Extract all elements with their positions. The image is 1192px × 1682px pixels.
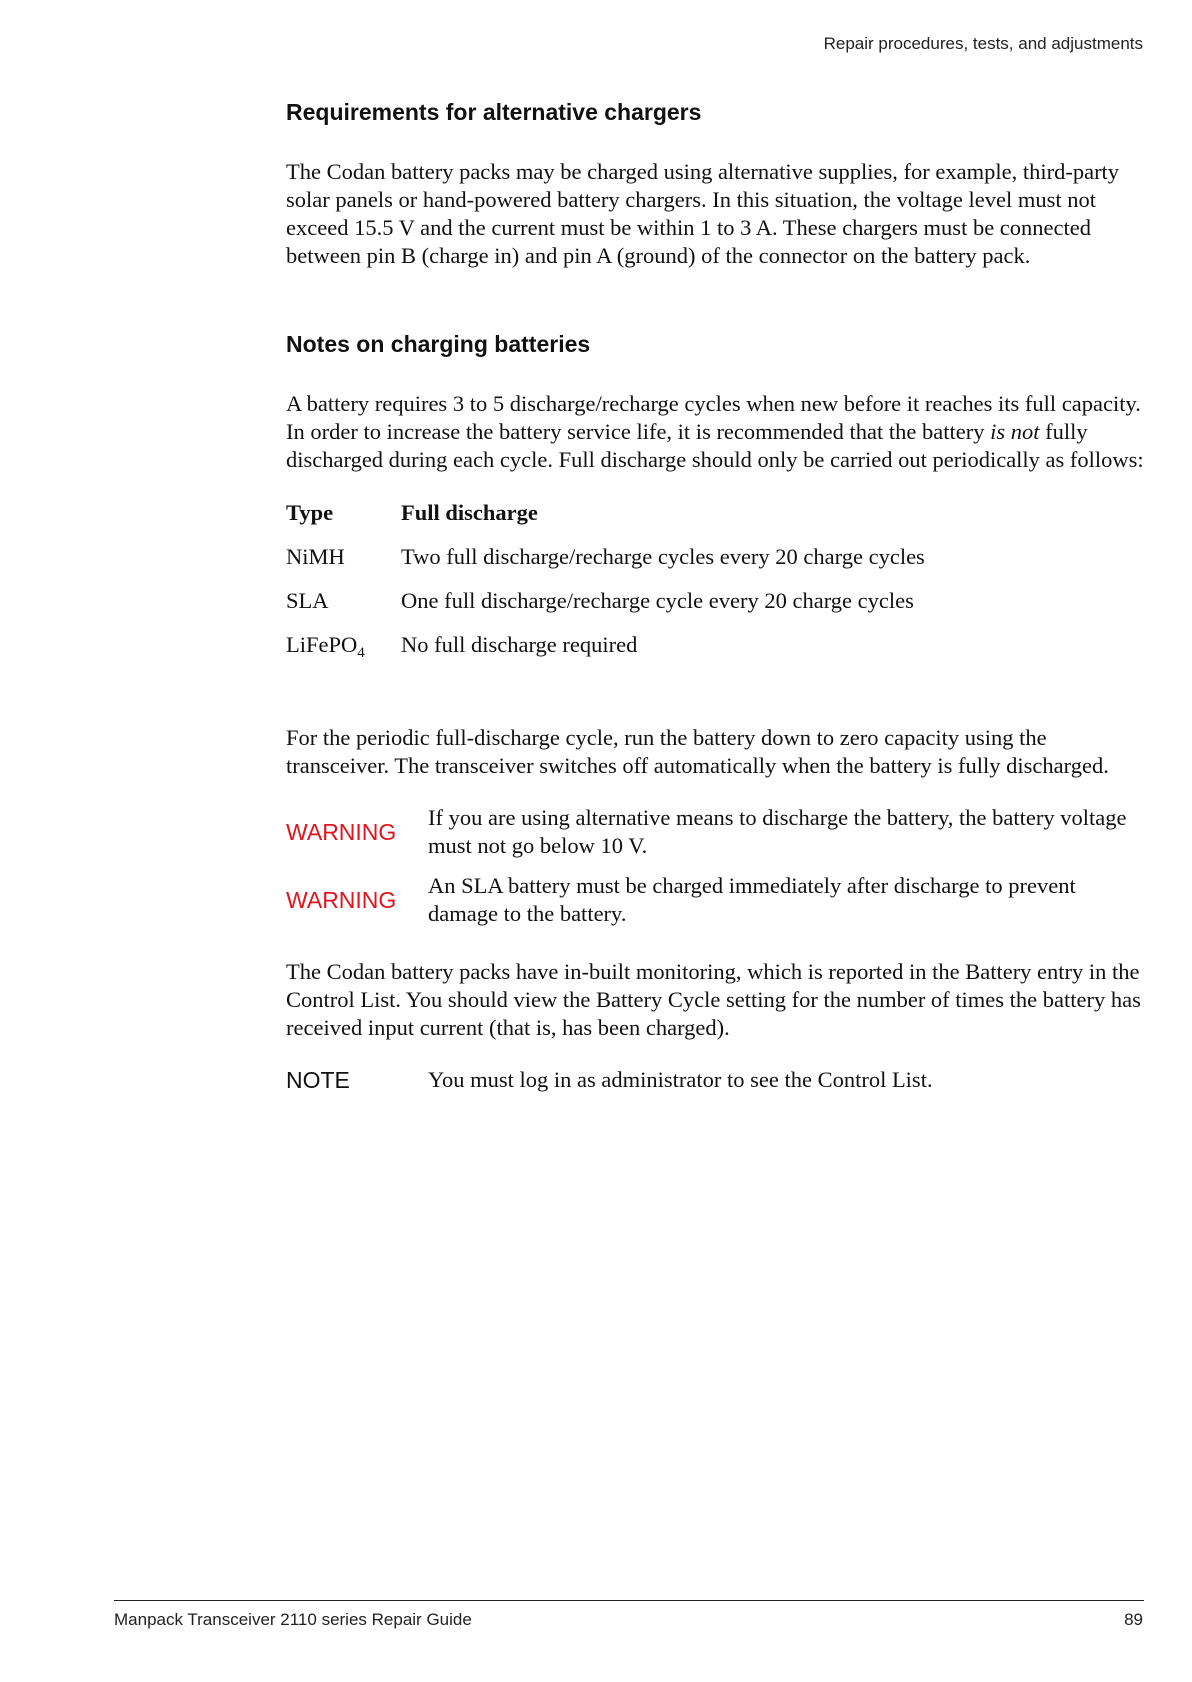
warning-text: An SLA battery must be charged immediately after discharge to prevent damage to the battery. [428,872,1076,926]
table-header-type: Type [286,499,334,525]
paragraph-monitoring: The Codan battery packs have in-built monitoring, which is reported in the Battery entry in the Control List. You should view the Battery Cycle setting for the number of times the battery has received input current (that is, has been charged). [286,958,1141,1040]
table-header-row [286,500,925,544]
paragraph-charging-notes [286,390,1146,474]
chemistry-formula: LiFePO [286,631,358,657]
discharge-table [286,500,925,676]
table-row [286,632,925,676]
page-content [286,98,1146,1094]
footer-title: Manpack Transceiver 2110 series Repair Guide [114,1610,472,1629]
note-text: You must log in as administrator to see the Control List. [428,1066,933,1092]
warning-text: If you are using alternative means to discharge the battery, the battery voltage must not go below 10 V. [428,804,1127,858]
page-number: 89 [1124,1610,1143,1629]
table-cell-type [286,632,401,676]
table-cell-type: NiMH [286,543,345,569]
chemistry-subscript: 4 [357,644,365,661]
note-block [286,1066,1146,1094]
paragraph-full-discharge: For the periodic full-discharge cycle, run the battery down to zero capacity using the transceiver. The transceiver switches off automatically when the battery is fully discharged. [286,724,1109,778]
paragraph-text-before: A battery requires 3 to 5 discharge/recharge cycles when new before it reaches its full capacity. In order to increase the battery service life, it is recommended that the battery [286,390,1141,444]
section-heading-alternative-chargers: Requirements for alternative chargers [286,99,702,125]
section-heading-charging-notes: Notes on charging batteries [286,330,591,357]
table-cell-discharge: Two full discharge/recharge cycles every 20 charge cycles [401,543,925,569]
table-row [286,544,925,588]
table-row [286,588,925,632]
table-cell-type: SLA [286,587,329,613]
warning-label: WARNING [286,886,397,913]
note-label: NOTE [286,1066,350,1093]
warning-label: WARNING [286,818,397,845]
paragraph-text-after: fully discharged during each cycle. Full discharge should only be carried out periodically as follows: [286,418,1144,472]
footer-divider [114,1600,1144,1601]
warning-block [286,872,1146,928]
paragraph-emphasis: is not [990,418,1040,444]
table-cell-discharge: No full discharge required [401,631,638,657]
running-header: Repair procedures, tests, and adjustments [823,34,1143,53]
warning-block [286,804,1146,860]
table-cell-discharge: One full discharge/recharge cycle every 20 charge cycles [401,587,914,613]
paragraph-alternative-chargers: The Codan battery packs may be charged using alternative supplies, for example, third-party solar panels or hand-powered battery chargers. In this situation, the voltage level must not exceed 15.5 V and the current must be within 1 to 3 A. These chargers must be connected between pin B (charge in) and pin A (ground) of the connector on the battery pack. [286,158,1120,268]
table-header-full-discharge: Full discharge [401,499,538,525]
